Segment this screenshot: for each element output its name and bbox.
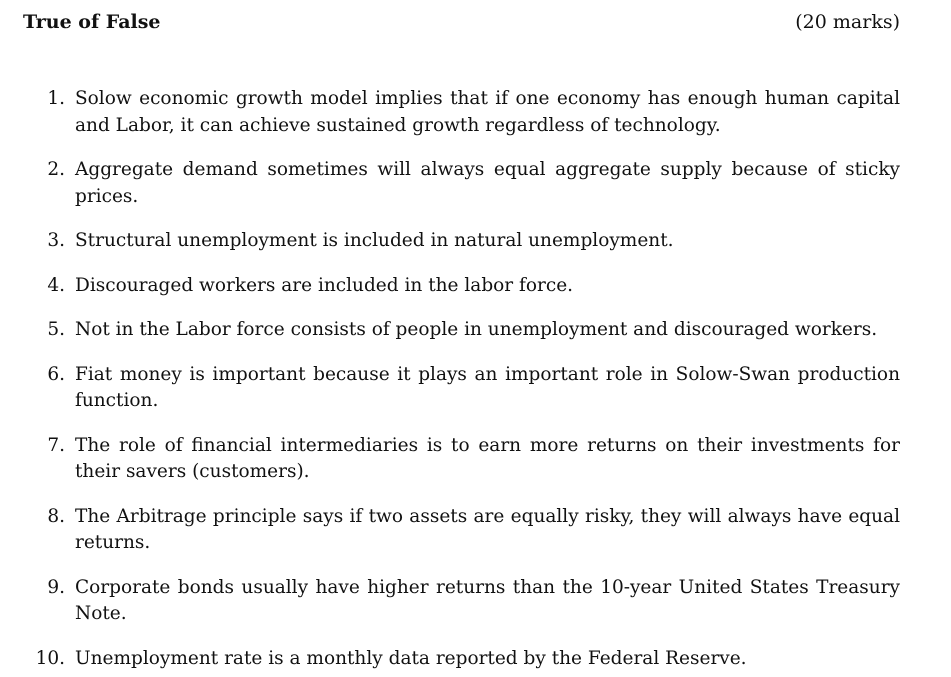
question-item bbox=[23, 317, 900, 344]
question-text: Corporate bonds usually have higher returns than the 10-year United States Treasury Note. bbox=[75, 576, 900, 624]
question-number: 6. bbox=[47, 363, 65, 385]
marks-label: (20 marks) bbox=[795, 11, 900, 33]
question-text: Structural unemployment is included in natural unemployment. bbox=[75, 230, 674, 251]
question-item bbox=[23, 86, 900, 139]
question-text: The Arbitrage principle says if two assets are equally risky, they will always have equal returns. bbox=[75, 505, 900, 553]
question-list bbox=[23, 86, 900, 672]
question-item bbox=[23, 575, 900, 628]
question-item bbox=[23, 157, 900, 210]
question-number: 10. bbox=[35, 647, 65, 669]
section-header bbox=[23, 8, 900, 36]
question-item bbox=[23, 362, 900, 415]
question-text: Unemployment rate is a monthly data reported by the Federal Reserve. bbox=[75, 647, 747, 669]
question-number: 5. bbox=[47, 319, 65, 340]
question-item bbox=[23, 504, 900, 557]
question-number: 8. bbox=[47, 505, 65, 527]
question-number: 1. bbox=[47, 88, 65, 109]
question-number: 3. bbox=[47, 230, 65, 251]
question-text: Discouraged workers are included in the labor force. bbox=[75, 274, 574, 296]
question-text: Solow economic growth model implies that if one economy has enough human capital and Labor, it can achieve sustained growth regardless of technology. bbox=[75, 88, 900, 136]
question-item bbox=[23, 273, 900, 300]
question-text: Not in the Labor force consists of people in unemployment and discouraged workers. bbox=[75, 319, 878, 340]
question-item bbox=[23, 433, 900, 486]
question-item bbox=[23, 646, 900, 673]
question-number: 9. bbox=[47, 576, 65, 598]
question-number: 4. bbox=[47, 274, 65, 296]
question-number: 2. bbox=[47, 159, 65, 180]
section-title: True of False bbox=[23, 11, 161, 33]
question-number: 7. bbox=[47, 434, 65, 456]
question-text: Fiat money is important because it plays an important role in Solow-Swan production function. bbox=[75, 363, 900, 411]
question-text: The role of financial intermediaries is to earn more returns on their investments for their savers (customers). bbox=[75, 434, 900, 482]
question-text: Aggregate demand sometimes will always equal aggregate supply because of sticky prices. bbox=[75, 159, 900, 207]
question-item bbox=[23, 228, 900, 255]
